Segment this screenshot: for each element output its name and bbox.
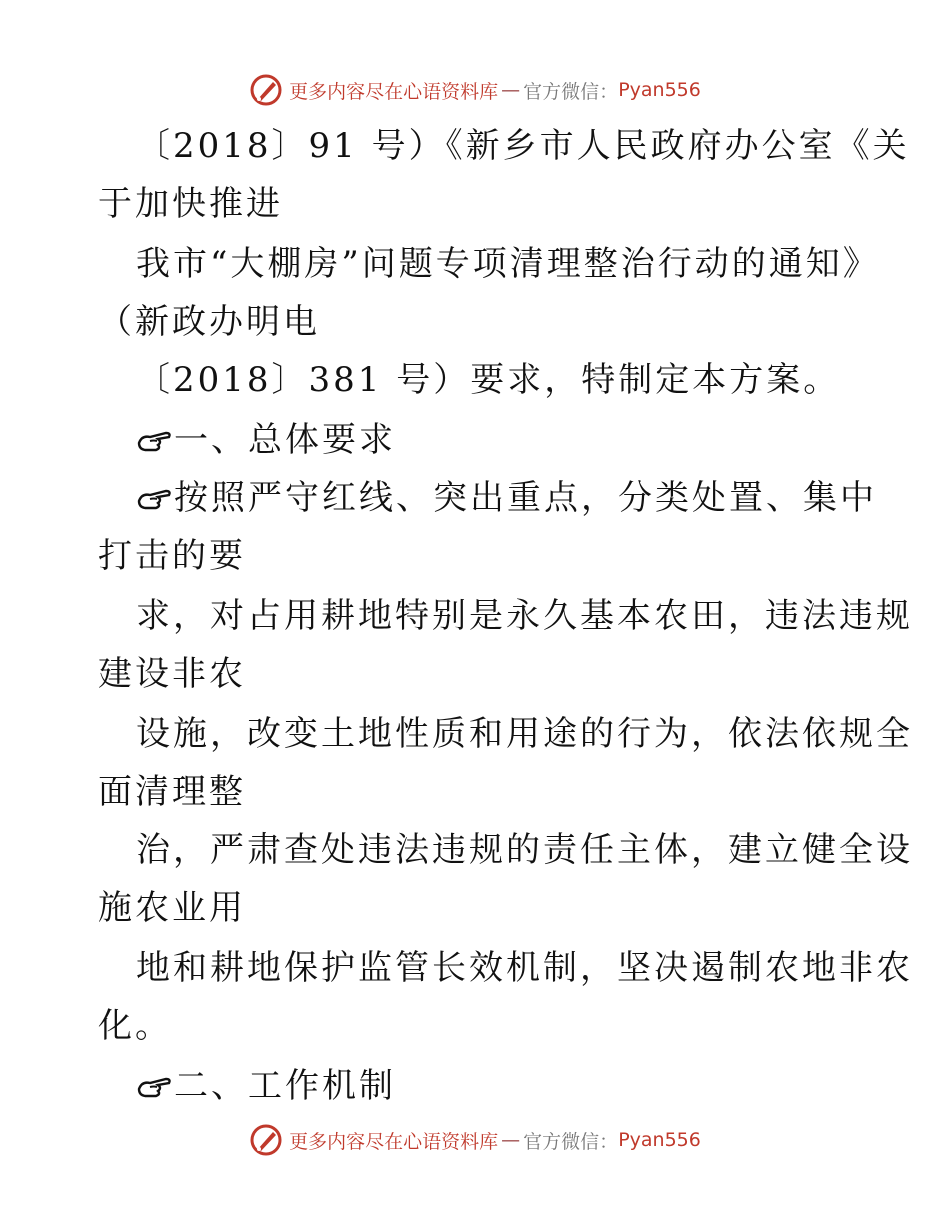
paragraph-line	[136, 470, 877, 526]
text-line: 于加快推进	[98, 184, 283, 224]
section-heading-text: 一、总体要求	[174, 420, 396, 460]
text-line: 地和耕地保护监管长效机制，坚决遏制农地非农	[136, 948, 913, 988]
paragraph-text: 按照严守红线、突出重点，分类处置、集中	[174, 478, 877, 518]
pen-logo-icon	[249, 73, 283, 107]
text-line: 〔2018〕381 号）要求，特制定本方案。	[136, 360, 841, 400]
section-heading-1	[136, 412, 396, 468]
banner-separator: —	[501, 1129, 521, 1151]
hand-pointer-icon	[136, 425, 174, 455]
text-line: 打击的要	[98, 536, 246, 576]
section-heading-2	[136, 1058, 396, 1114]
pen-logo-icon	[249, 1123, 283, 1157]
text-line: 设施，改变土地性质和用途的行为，依法依规全	[136, 714, 913, 754]
banner-wechat-id: Pyan556	[618, 1129, 701, 1151]
text-line: 施农业用	[98, 888, 246, 928]
banner-separator: —	[501, 79, 521, 101]
text-line: 面清理整	[98, 772, 246, 812]
text-line: 求，对占用耕地特别是永久基本农田，违法违规	[136, 596, 913, 636]
text-line: 我市“大棚房”问题专项清理整治行动的通知》	[136, 244, 880, 284]
text-line: 〔2018〕91 号）《新乡市人民政府办公室《关	[136, 126, 910, 166]
text-line: 化。	[98, 1006, 172, 1046]
footer-banner	[0, 1120, 950, 1160]
text-line: 治，严肃查处违法违规的责任主体，建立健全设	[136, 830, 913, 870]
banner-wechat-label: 官方微信：	[523, 1130, 619, 1153]
banner-text: 更多内容尽在心语资料库	[289, 80, 499, 103]
text-line: （新政办明电	[98, 302, 320, 342]
text-line: 建设非农	[98, 654, 246, 694]
hand-pointer-icon	[136, 483, 174, 513]
banner-wechat-label: 官方微信：	[523, 80, 619, 103]
hand-pointer-icon	[136, 1071, 174, 1101]
banner-wechat-id: Pyan556	[618, 79, 701, 101]
banner-text: 更多内容尽在心语资料库	[289, 1130, 499, 1153]
section-heading-text: 二、工作机制	[174, 1066, 396, 1106]
header-banner	[0, 70, 950, 110]
